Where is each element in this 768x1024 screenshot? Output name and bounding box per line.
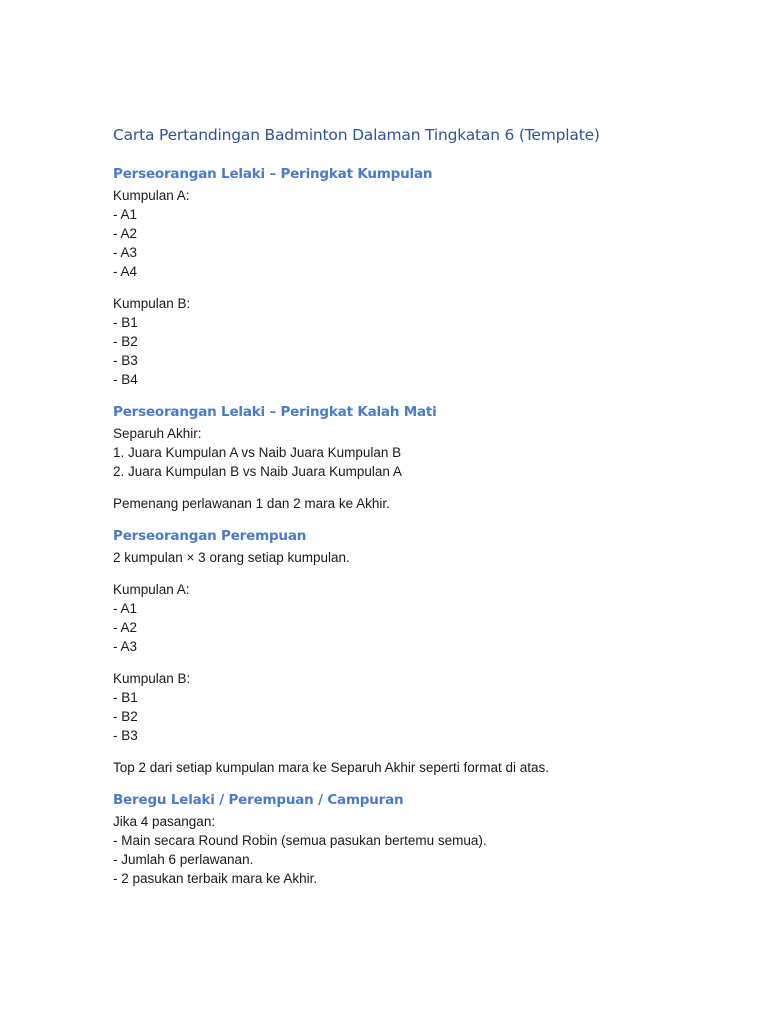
section-lelaki-kalah-mati: [113, 402, 713, 513]
section-perempuan: [113, 526, 713, 777]
list-item: - B1: [113, 315, 138, 330]
list-item: 1. Juara Kumpulan A vs Naib Juara Kumpulan B: [113, 445, 402, 460]
text-line: Kumpulan A:: [113, 188, 190, 203]
note-block: [113, 494, 713, 513]
list-item: - A3: [113, 639, 138, 654]
text-line: Pemenang perlawanan 1 dan 2 mara ke Akhir.: [113, 496, 390, 511]
list-item: - B1: [113, 690, 138, 705]
text-line: 2 kumpulan × 3 orang setiap kumpulan.: [113, 550, 350, 565]
text-line: Jika 4 pasangan:: [113, 814, 216, 829]
list-item: - A2: [113, 226, 138, 241]
section-lelaki-kumpulan: [113, 164, 713, 389]
list-item: - A2: [113, 620, 138, 635]
list-item: - A1: [113, 207, 138, 222]
section-heading: Perseorangan Perempuan: [113, 528, 307, 544]
document-page: [113, 124, 713, 901]
text-line: Kumpulan A:: [113, 582, 190, 597]
section-heading: Beregu Lelaki / Perempuan / Campuran: [113, 792, 404, 808]
list-item: 2. Juara Kumpulan B vs Naib Juara Kumpulan A: [113, 464, 402, 479]
list-item: - A3: [113, 245, 138, 260]
list-item: - B2: [113, 709, 138, 724]
list-item: - 2 pasukan terbaik mara ke Akhir.: [113, 871, 318, 886]
text-line: Kumpulan B:: [113, 296, 191, 311]
list-item: - B3: [113, 728, 138, 743]
list-item: - A1: [113, 601, 138, 616]
text-line: Top 2 dari setiap kumpulan mara ke Separuh Akhir seperti format di atas.: [113, 760, 549, 775]
group-b-block: [113, 294, 713, 389]
text-line: Kumpulan B:: [113, 671, 191, 686]
group-a-block: [113, 580, 713, 656]
group-b-block: [113, 669, 713, 745]
list-item: - Main secara Round Robin (semua pasukan bertemu semua).: [113, 833, 487, 848]
list-item: - B4: [113, 372, 138, 387]
note-block: [113, 758, 713, 777]
section-heading: Perseorangan Lelaki – Peringkat Kumpulan: [113, 166, 433, 182]
section-heading: Perseorangan Lelaki – Peringkat Kalah Mati: [113, 404, 437, 420]
list-item: - B2: [113, 334, 138, 349]
text-line: Separuh Akhir:: [113, 426, 202, 441]
group-a-block: [113, 186, 713, 281]
document-title: Carta Pertandingan Badminton Dalaman Tingkatan 6 (Template): [113, 126, 600, 144]
section-beregu: [113, 790, 713, 888]
list-item: - B3: [113, 353, 138, 368]
list-item: - Jumlah 6 perlawanan.: [113, 852, 254, 867]
round-robin-block: [113, 812, 713, 888]
list-item: - A4: [113, 264, 138, 279]
format-block: [113, 548, 713, 567]
semifinal-block: [113, 424, 713, 481]
